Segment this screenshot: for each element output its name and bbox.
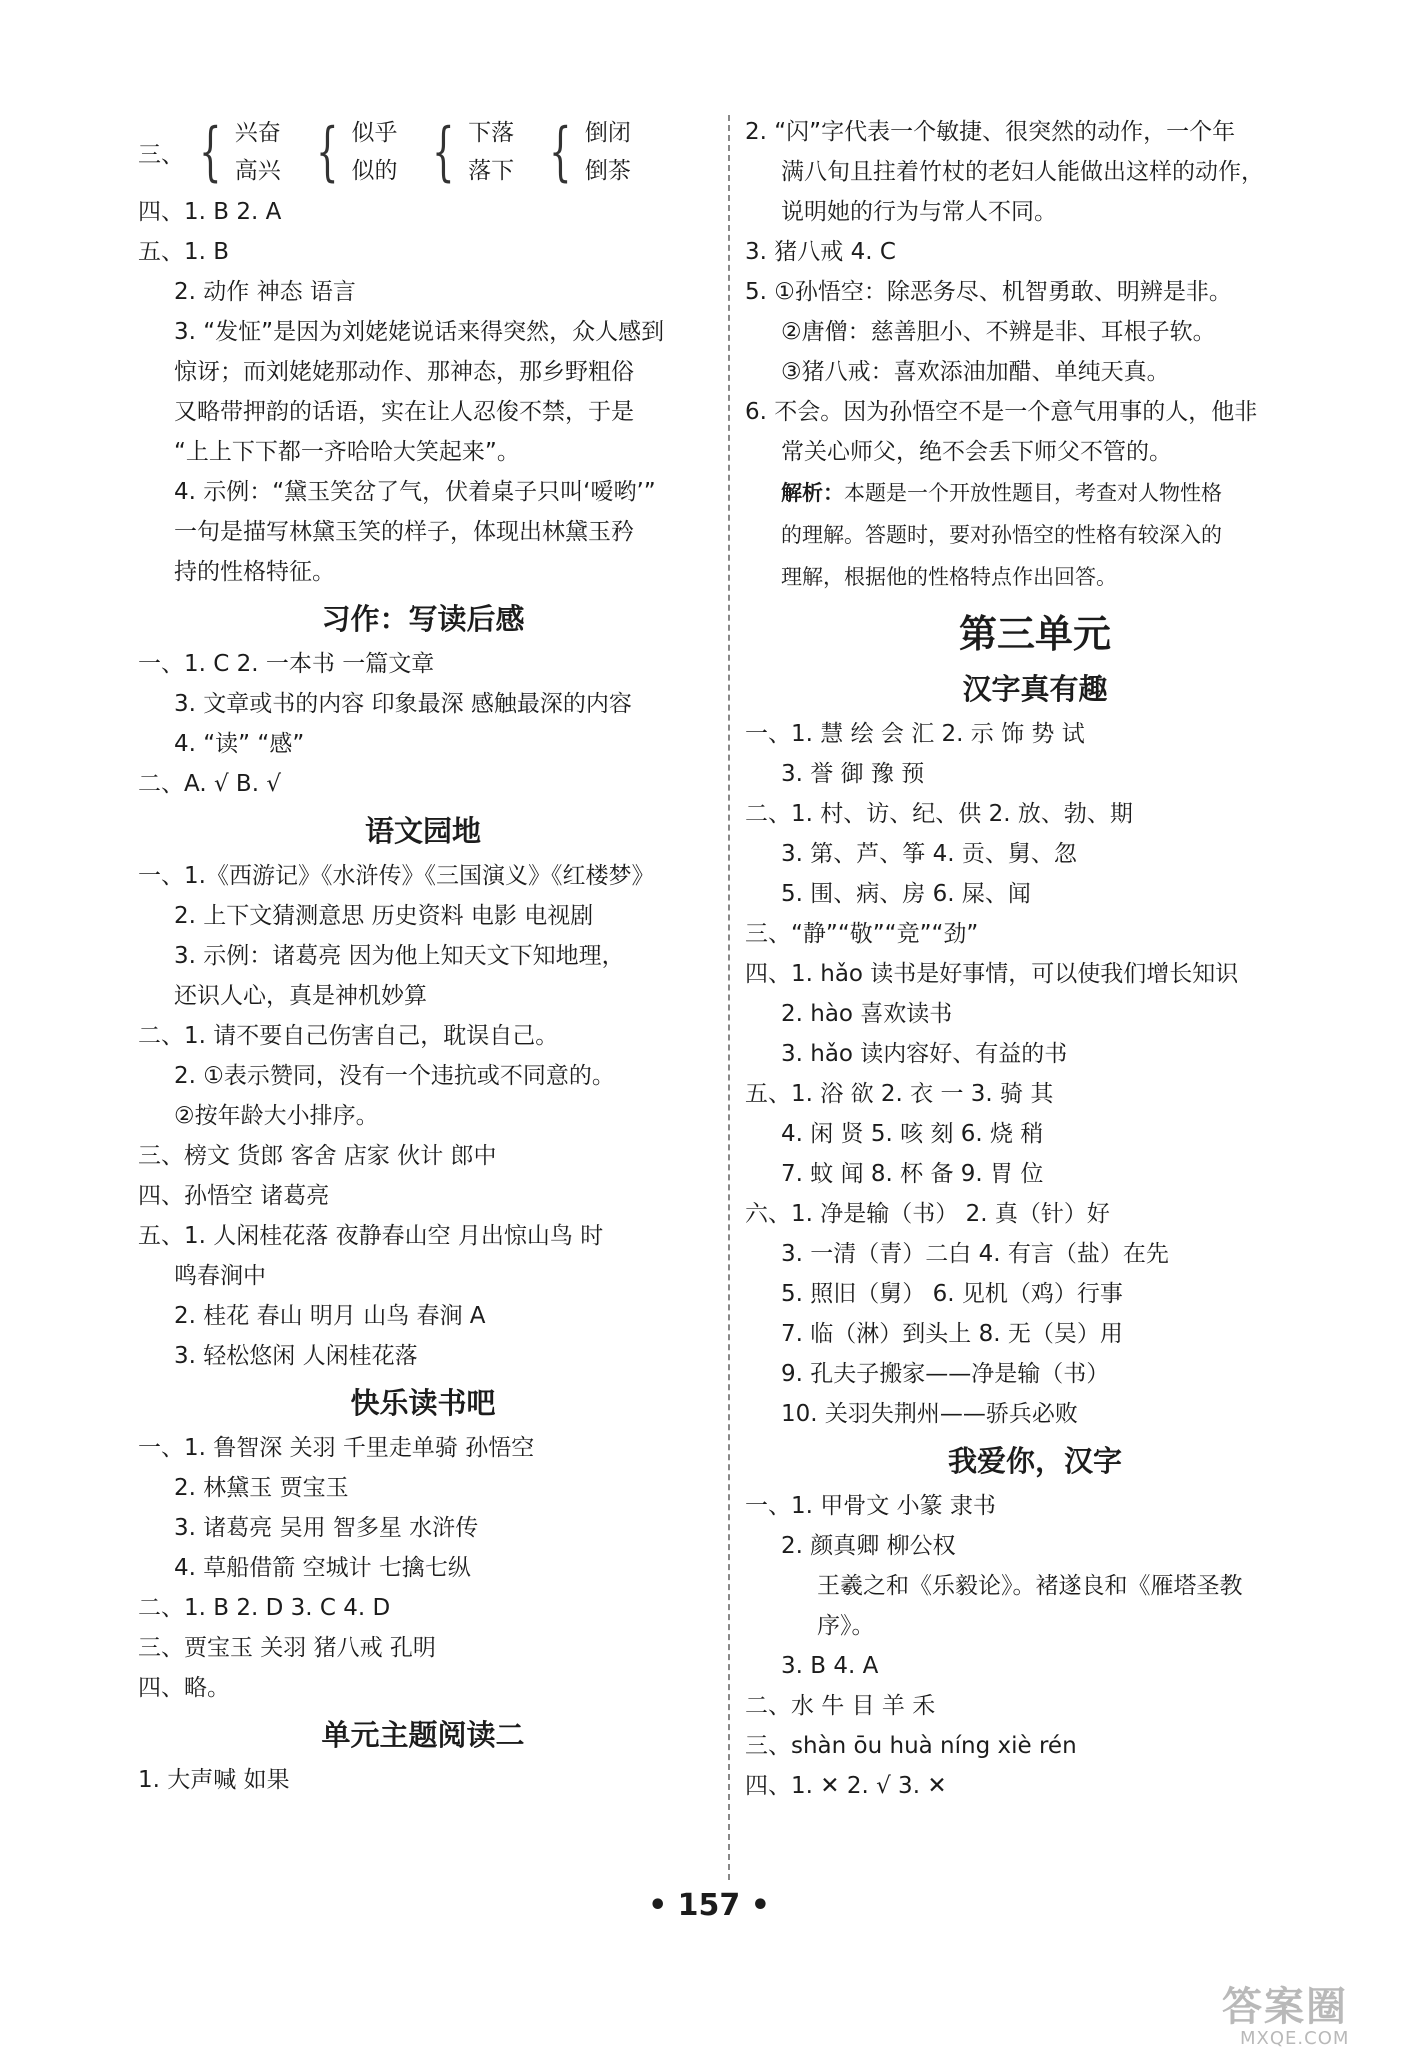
answer-line: 3. 轻松悠闲 人闲桂花落 [174,1343,418,1369]
answer-line: 王羲之和《乐毅论》。褚遂良和《雁塔圣教 [817,1573,1243,1599]
answer-line: 一、1. C 2. 一本书 一篇文章 [138,651,435,677]
answer-line: 5. 照旧（舅） 6. 见机（鸡）行事 [781,1281,1123,1307]
answer-block [138,1428,708,1708]
answer-line: 五、1. 浴 欲 2. 衣 一 3. 骑 其 [745,1081,1054,1107]
brace-row [138,112,708,192]
answer-line: 持的性格特征。 [174,559,335,585]
answer-line: 5. 围、病、房 6. 屎、闻 [781,881,1031,907]
answer-line: 三、shàn ōu huà níng xiè rén [745,1733,1077,1759]
answer-line: 四、1. ✕ 2. √ 3. ✕ [745,1773,947,1799]
left-brace-icon: { [199,115,222,189]
answer-line: 六、1. 净是输（书） 2. 真（针）好 [745,1201,1110,1227]
answer-line: 五、1. B [138,239,230,265]
answer-line: 说明她的行为与常人不同。 [781,199,1057,225]
left-brace-icon: { [315,115,339,189]
section-heading: 汉字真有趣 [962,672,1108,706]
analysis-label: 解析： [781,481,844,505]
brace-word: 兴奋 [234,120,281,146]
answer-line: 5. ①孙悟空：除恶务尽、机智勇敢、明辨是非。 [745,279,1232,305]
answer-line: 2. 林黛玉 贾宝玉 [174,1475,349,1501]
section-heading: 我爱你，汉字 [947,1444,1122,1478]
right-column [745,112,1325,1806]
brace-word: 落下 [468,158,515,184]
answer-line: 2. 动作 神态 语言 [174,279,356,305]
answer-line: 3. 誉 御 豫 预 [781,761,925,787]
analysis-line: 理解，根据他的性格特点作出回答。 [781,565,1117,589]
answer-line: 3. “发怔”是因为刘姥姥说话来得突然，众人感到 [174,319,665,345]
answer-block [138,1760,708,1800]
brace-word: 下落 [468,120,515,146]
watermark-logo [1222,1985,1402,2055]
answer-line: 3. 文章或书的内容 印象最深 感触最深的内容 [174,691,632,717]
answer-line: 7. 蚊 闻 8. 杯 备 9. 胃 位 [781,1161,1044,1187]
left-brace-icon: { [549,115,572,189]
answer-line: 序》。 [817,1613,875,1639]
answer-line: 3. B 4. A [781,1653,879,1679]
answer-line: 2. “闪”字代表一个敏捷、很突然的动作，一个年 [745,119,1236,145]
brace-word: 高兴 [234,158,281,184]
answer-line: 四、孙悟空 诸葛亮 [138,1183,330,1209]
analysis-line: 本题是一个开放性题目，考查对人物性格 [844,481,1222,505]
column-divider [728,115,730,1880]
brace-row-label: 三、 [138,141,184,168]
answer-line: 五、1. 人闲桂花落 夜静春山空 月出惊山鸟 时 [138,1223,604,1249]
answer-line: 1. 大声喊 如果 [138,1767,290,1793]
answer-line: 2. ①表示赞同，没有一个违抗或不同意的。 [174,1063,615,1089]
answer-line: 2. hào 喜欢读书 [781,1001,953,1027]
section-heading: 单元主题阅读二 [321,1718,525,1752]
answer-block [745,714,1325,1434]
answer-line: 三、“静”“敬”“竞”“劲” [745,921,979,947]
analysis-line: 的理解。答题时，要对孙悟空的性格有较深入的 [781,523,1222,547]
answer-line: 4. 草船借箭 空城计 七擒七纵 [174,1555,471,1581]
answer-block [138,192,708,592]
page-number: • 157 • [648,1888,770,1923]
answer-line: 4. 示例：“黛玉笑岔了气，伏着桌子只叫‘嗳哟’” [174,479,656,505]
section-heading: 语文园地 [364,814,481,848]
answer-line: 4. “读” “感” [174,731,305,757]
answer-line: 满八旬且拄着竹杖的老妇人能做出这样的动作， [781,159,1264,185]
answer-line: ②按年龄大小排序。 [174,1103,379,1129]
answer-line: “上上下下都一齐哈哈大笑起来”。 [174,439,520,465]
brace-group-4 [540,114,631,190]
answer-line: 10. 关羽失荆州——骄兵必败 [781,1401,1078,1427]
analysis-note [745,472,1325,598]
unit-title: 第三单元 [958,612,1111,656]
answer-line: ③猪八戒：喜欢添油加醋、单纯天真。 [781,359,1170,385]
answer-line: 四、略。 [138,1675,230,1701]
left-brace-icon: { [432,115,455,189]
brace-group-3 [423,114,514,190]
answer-line: 一、1. 慧 绘 会 汇 2. 示 饰 势 试 [745,721,1085,747]
answer-block [745,1486,1325,1806]
answer-line: 一、1.《西游记》《水浒传》《三国演义》《红楼梦》 [138,863,655,889]
section-heading: 快乐读书吧 [350,1386,496,1420]
answer-line: 6. 不会。因为孙悟空不是一个意气用事的人，他非 [745,399,1258,425]
brace-word: 似的 [351,158,398,184]
answer-line: 2. 桂花 春山 明月 山鸟 春涧 A [174,1303,486,1329]
answer-line: 9. 孔夫子搬家——净是输（书） [781,1361,1110,1387]
left-column [138,112,708,1800]
answer-line: ②唐僧：慈善胆小、不辨是非、耳根子软。 [781,319,1216,345]
answer-line: 惊讶；而刘姥姥那动作、那神态，那乡野粗俗 [174,359,634,385]
answer-line: 3. 猪八戒 4. C [745,239,896,265]
answer-line: 三、榜文 货郎 客舍 店家 伙计 郎中 [138,1143,497,1169]
answer-line: 4. 闲 贤 5. 咳 刻 6. 烧 稍 [781,1121,1044,1147]
brace-word: 倒茶 [584,158,631,184]
answer-block [138,644,708,804]
answer-line: 二、1. B 2. D 3. C 4. D [138,1595,391,1621]
answer-line: 2. 颜真卿 柳公权 [781,1533,956,1559]
brace-group-2 [307,114,398,190]
answer-block [745,112,1325,472]
answer-line: 四、1. hǎo 读书是好事情，可以使我们增长知识 [745,961,1239,987]
watermark-url: MXQE.COM [1240,2028,1350,2049]
answer-line: 7. 临（淋）到头上 8. 无（吴）用 [781,1321,1123,1347]
answer-line: 常关心师父，绝不会丢下师父不管的。 [781,439,1172,465]
answer-line: 还识人心，真是神机妙算 [174,983,427,1009]
brace-word: 倒闭 [584,120,631,146]
answer-line: 鸣春涧中 [174,1263,266,1289]
answer-line: 2. 上下文猜测意思 历史资料 电影 电视剧 [174,903,594,929]
brace-group-1 [190,114,281,190]
answer-line: 二、1. 请不要自己伤害自己，耽误自己。 [138,1023,559,1049]
answer-line: 一、1. 鲁智深 关羽 千里走单骑 孙悟空 [138,1435,535,1461]
answer-line: 四、1. B 2. A [138,199,282,225]
answer-line: 3. 示例：诸葛亮 因为他上知天文下知地理， [174,943,625,969]
brace-word: 似乎 [351,120,398,146]
answer-line: 二、1. 村、访、纪、供 2. 放、勃、期 [745,801,1133,827]
answer-line: 又略带押韵的话语，实在让人忍俊不禁，于是 [174,399,634,425]
answer-line: 3. hǎo 读内容好、有益的书 [781,1041,1068,1067]
answer-line: 3. 一清（青）二白 4. 有言（盐）在先 [781,1241,1169,1267]
answer-line: 二、水 牛 目 羊 禾 [745,1693,936,1719]
watermark-text: 答案圈 [1222,1984,1348,2030]
answer-line: 二、A. √ B. √ [138,771,281,797]
section-heading: 习作：写读后感 [321,602,525,636]
answer-line: 3. 诸葛亮 吴用 智多星 水浒传 [174,1515,479,1541]
answer-line: 3. 第、芦、筝 4. 贡、舅、忽 [781,841,1077,867]
answer-line: 三、贾宝玉 关羽 猪八戒 孔明 [138,1635,436,1661]
answer-line: 一句是描写林黛玉笑的样子，体现出林黛玉矜 [174,519,634,545]
answer-block [138,856,708,1376]
answer-line: 一、1. 甲骨文 小篆 隶书 [745,1493,996,1519]
